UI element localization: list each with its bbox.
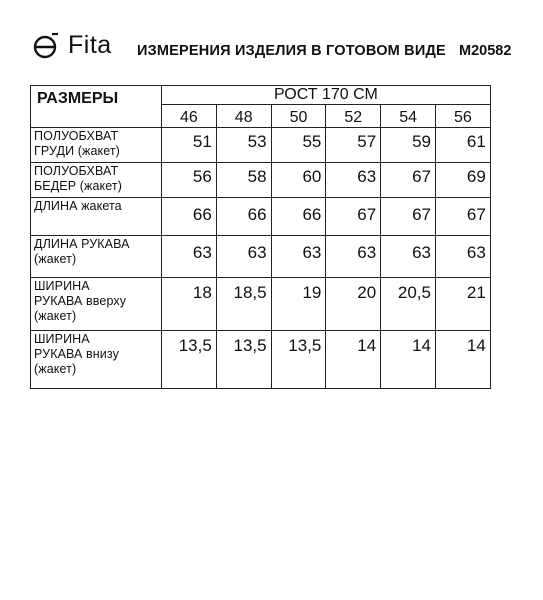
- size-header-cell: 56: [435, 105, 490, 128]
- row-label-line: РУКАВА внизу: [34, 347, 119, 361]
- value-cell: 18,5: [216, 278, 271, 331]
- value-cell: 13,5: [271, 331, 326, 389]
- value-cell: 58: [216, 163, 271, 198]
- size-header-cell: 50: [271, 105, 326, 128]
- row-label-line: (жакет): [34, 252, 77, 266]
- size-header-cell: 54: [381, 105, 436, 128]
- row-label-line: ДЛИНА жакета: [34, 199, 122, 213]
- value-cell: 14: [326, 331, 381, 389]
- value-cell: 67: [326, 198, 381, 236]
- row-label-line: ДЛИНА РУКАВА: [34, 237, 130, 251]
- table-row: [31, 128, 491, 163]
- value-cell: 60: [271, 163, 326, 198]
- value-cell: 61: [435, 128, 490, 163]
- row-label-line: ШИРИНА: [34, 279, 90, 293]
- value-cell: 13,5: [162, 331, 217, 389]
- value-cell: 69: [435, 163, 490, 198]
- table-row: [31, 198, 491, 236]
- size-header-cell: 48: [216, 105, 271, 128]
- value-cell: 55: [271, 128, 326, 163]
- value-cell: 57: [326, 128, 381, 163]
- size-header-cell: 52: [326, 105, 381, 128]
- row-label-line: ПОЛУОБХВАТ: [34, 129, 119, 143]
- value-cell: 14: [381, 331, 436, 389]
- model-number: M20582: [459, 43, 512, 59]
- value-cell: 13,5: [216, 331, 271, 389]
- row-label: [31, 198, 162, 236]
- table-row: [31, 163, 491, 198]
- value-cell: 63: [216, 236, 271, 278]
- value-cell: 66: [271, 198, 326, 236]
- table-row: [31, 278, 491, 331]
- row-label: [31, 236, 162, 278]
- fita-logo-icon: [32, 32, 60, 60]
- brand-logo-text: Fita: [68, 31, 112, 59]
- row-label: [31, 278, 162, 331]
- table-row: [31, 331, 491, 389]
- value-cell: 63: [326, 163, 381, 198]
- value-cell: 63: [162, 236, 217, 278]
- row-label: [31, 331, 162, 389]
- value-cell: 53: [216, 128, 271, 163]
- value-cell: 63: [435, 236, 490, 278]
- value-cell: 67: [381, 198, 436, 236]
- value-cell: 14: [435, 331, 490, 389]
- table-row: [31, 236, 491, 278]
- value-cell: 59: [381, 128, 436, 163]
- value-cell: 56: [162, 163, 217, 198]
- row-label: [31, 128, 162, 163]
- value-cell: 63: [326, 236, 381, 278]
- value-cell: 66: [216, 198, 271, 236]
- value-cell: 20,5: [381, 278, 436, 331]
- page-header: [32, 30, 522, 60]
- value-cell: 51: [162, 128, 217, 163]
- size-header-cell: 46: [162, 105, 217, 128]
- row-label-line: ШИРИНА: [34, 332, 90, 346]
- value-cell: 66: [162, 198, 217, 236]
- value-cell: 63: [381, 236, 436, 278]
- row-label-line: ПОЛУОБХВАТ: [34, 164, 119, 178]
- value-cell: 21: [435, 278, 490, 331]
- value-cell: 67: [435, 198, 490, 236]
- height-header: РОСТ 170 СМ: [162, 86, 491, 105]
- value-cell: 63: [271, 236, 326, 278]
- sizes-corner-label: РАЗМЕРЫ: [31, 86, 162, 128]
- page-title: ИЗМЕРЕНИЯ ИЗДЕЛИЯ В ГОТОВОМ ВИДЕ: [137, 43, 446, 59]
- value-cell: 67: [381, 163, 436, 198]
- row-label-line: БЕДЕР (жакет): [34, 179, 122, 193]
- value-cell: 19: [271, 278, 326, 331]
- row-label-line: РУКАВА вверху: [34, 294, 127, 308]
- row-label-line: (жакет): [34, 362, 77, 376]
- size-table: [30, 85, 491, 389]
- value-cell: 18: [162, 278, 217, 331]
- row-label: [31, 163, 162, 198]
- value-cell: 20: [326, 278, 381, 331]
- measurement-rows: [31, 128, 491, 389]
- row-label-line: (жакет): [34, 309, 77, 323]
- row-label-line: ГРУДИ (жакет): [34, 144, 120, 158]
